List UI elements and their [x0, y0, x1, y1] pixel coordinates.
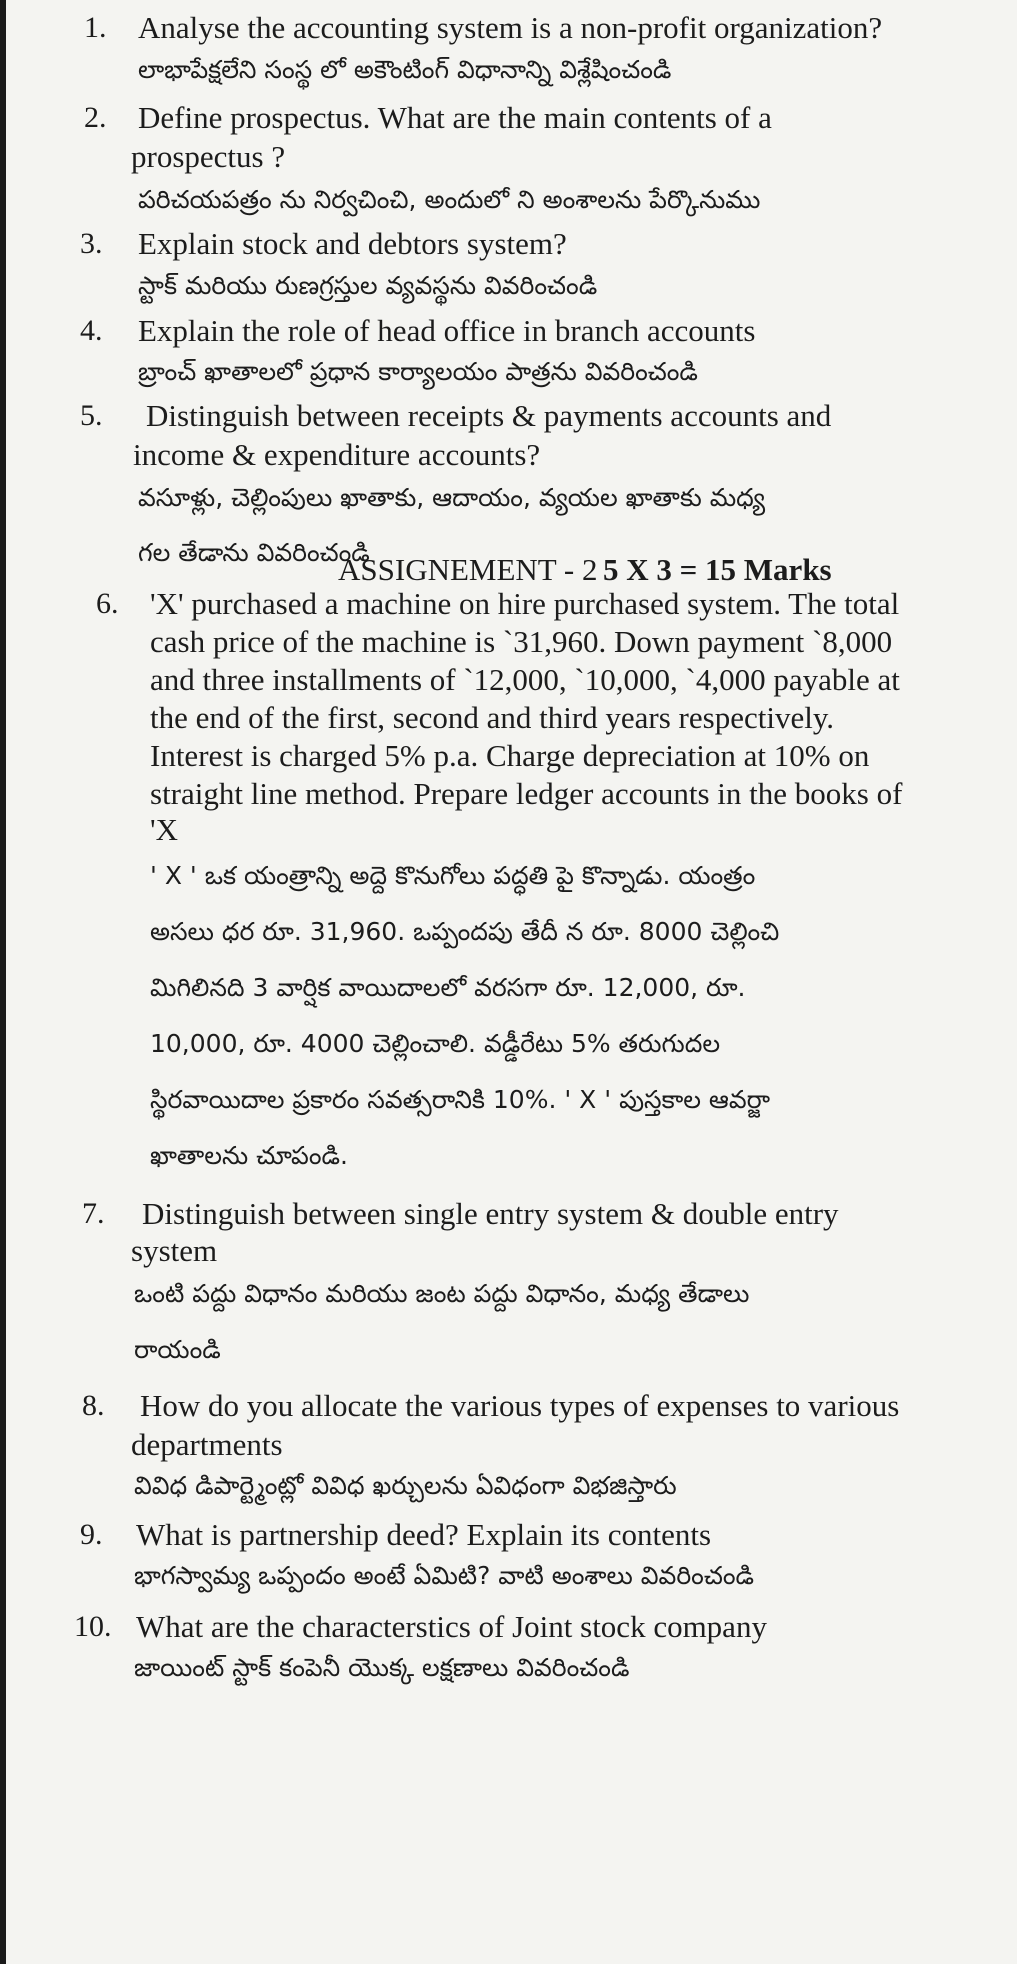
- question-english-line: 'X' purchased a machine on hire purchased system. The total: [150, 586, 900, 621]
- question-telugu-line: జాయింట్ స్టాక్ కంపెనీ యొక్క లక్షణాలు వివరించండి: [134, 1653, 630, 1682]
- question-english-line: prospectus ?: [131, 139, 286, 174]
- question-telugu-line: లాభాపేక్షలేని సంస్థ లో అకౌంటింగ్ విధానాన్ని విశ్లేషించండి: [138, 55, 672, 84]
- question-telugu-line: వసూళ్లు, చెల్లింపులు ఖాతాకు, ఆదాయం, వ్యయల ఖాతాకు మధ్య: [138, 483, 766, 512]
- assignment-marks: 5 X 3 = 15 Marks: [603, 552, 832, 587]
- assignment-title: ASSIGNEMENT - 2: [338, 552, 598, 587]
- question-telugu-line: మిగిలినది 3 వార్షిక వాయిదాలలో వరసగా రూ. 12,000, రూ.: [150, 973, 746, 1002]
- question-telugu-line: గల తేడాను వివరించండి: [138, 538, 370, 567]
- question-telugu-line: బ్రాంచ్ ఖాతాలలో ప్రధాన కార్యాలయం పాత్రను వివరించండి: [138, 357, 698, 386]
- question-number: 2.: [84, 101, 107, 134]
- question-english-line: cash price of the machine is `31,960. Down payment `8,000: [150, 624, 893, 659]
- question-telugu-line: పరిచయపత్రం ను నిర్వచించి, అందులో ని అంశాలను పేర్కొనుము: [138, 185, 761, 214]
- question-number: 3.: [80, 227, 103, 260]
- question-number: 8.: [82, 1389, 105, 1422]
- question-number: 5.: [80, 399, 103, 432]
- question-english-line: Define prospectus. What are the main contents of a: [138, 100, 772, 135]
- question-telugu-line: స్థిరవాయిదాల ప్రకారం సవత్సరానికి 10%. ' X ' పుస్తకాల ఆవర్జా: [150, 1085, 771, 1114]
- question-telugu-line: స్టాక్ మరియు రుణగ్రస్తుల వ్యవస్థను వివరించండి: [138, 271, 598, 300]
- question-number: 7.: [82, 1197, 105, 1230]
- question-english-line: system: [131, 1233, 218, 1268]
- question-telugu-line: ' X ' ఒక యంత్రాన్ని అద్దె కొనుగోలు పద్ధతి పై కొన్నాడు. యంత్రం: [150, 861, 756, 890]
- question-number: 6.: [96, 587, 119, 620]
- question-number: 4.: [80, 314, 103, 347]
- question-english-line: departments: [131, 1427, 283, 1462]
- question-english-line: the end of the first, second and third years respectively.: [150, 700, 835, 735]
- question-english-line: Analyse the accounting system is a non-profit organization?: [138, 10, 883, 45]
- page-edge-rule: [0, 0, 6, 1964]
- question-telugu-line: అసలు ధర రూ. 31,960. ఒప్పందపు తేదీ న రూ. 8000 చెల్లించి: [150, 917, 780, 946]
- question-english-line: 'X: [150, 812, 178, 847]
- question-telugu-line: వివిధ డిపార్ట్మెంట్లో వివిధ ఖర్చులను ఏవిధంగా విభజిస్తారు: [134, 1471, 677, 1500]
- question-number: 9.: [80, 1518, 103, 1551]
- question-number: 1.: [84, 11, 107, 44]
- question-telugu-line: భాగస్వామ్య ఒప్పందం అంటే ఏమిటి? వాటి అంశాలు వివరించండి: [134, 1561, 755, 1590]
- question-english-line: and three installments of `12,000, `10,000, `4,000 payable at: [150, 662, 900, 697]
- question-english-line: Explain stock and debtors system?: [138, 226, 567, 261]
- question-english-line: Explain the role of head office in branch accounts: [138, 313, 756, 348]
- question-english-line: straight line method. Prepare ledger accounts in the books of: [150, 776, 903, 811]
- question-english-line: Interest is charged 5% p.a. Charge depreciation at 10% on: [150, 738, 870, 773]
- question-english-line: What is partnership deed? Explain its contents: [136, 1517, 712, 1552]
- question-english-line: How do you allocate the various types of expenses to various: [140, 1388, 900, 1423]
- question-english-line: Distinguish between receipts & payments accounts and: [146, 398, 832, 433]
- question-english-line: What are the characterstics of Joint stock company: [136, 1609, 767, 1644]
- question-number: 10.: [74, 1610, 112, 1643]
- question-telugu-line: ఖాతాలను చూపండి.: [150, 1141, 348, 1170]
- question-english-line: income & expenditure accounts?: [133, 437, 541, 472]
- question-telugu-line: ఒంటి పద్దు విధానం మరియు జంట పద్దు విధానం, మధ్య తేడాలు: [134, 1279, 750, 1308]
- question-telugu-line: 10,000, రూ. 4000 చెల్లించాలి. వడ్డీరేటు 5% తరుగుదల: [150, 1029, 721, 1058]
- question-telugu-line: రాయండి: [134, 1335, 221, 1364]
- question-english-line: Distinguish between single entry system & double entry: [142, 1196, 839, 1231]
